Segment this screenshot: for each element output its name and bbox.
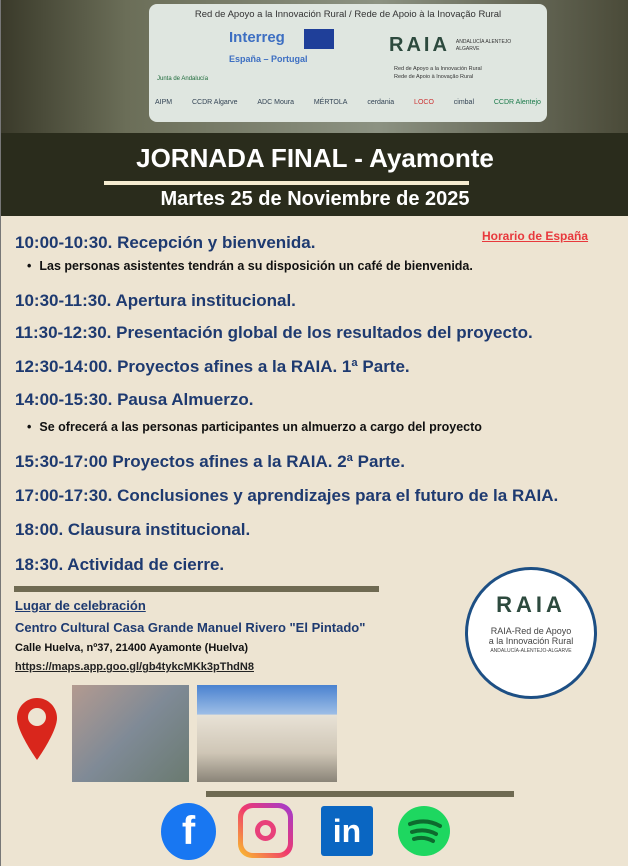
divider	[14, 586, 379, 592]
schedule-item: 10:30-11:30. Apertura institucional.	[15, 291, 296, 310]
raia-badge	[465, 567, 597, 699]
partner-logo: CCDR Algarve	[192, 99, 238, 106]
venue-address: Calle Huelva, nº37, 21400 Ayamonte (Huelva)	[15, 642, 249, 654]
schedule-item: 14:00-15:30. Pausa Almuerzo.	[15, 390, 254, 409]
partner-logos-row	[155, 99, 541, 106]
schedule-item: 15:30-17:00 Proyectos afines a la RAIA. 2ª Parte.	[15, 452, 405, 471]
timezone-note: Horario de España	[482, 229, 589, 243]
raia-logo-group	[389, 34, 516, 57]
title-band	[1, 133, 628, 216]
partner-logo: cimbal	[453, 99, 474, 106]
page-title: JORNADA FINAL - Ayamonte	[136, 143, 494, 173]
partner-logo: cerdania	[367, 99, 395, 106]
event-date: Martes 25 de Noviembre de 2025	[160, 188, 470, 210]
interreg-region: España – Portugal	[229, 54, 308, 64]
venue-place: Centro Cultural Casa Grande Manuel Rivero "El Pintado"	[15, 620, 366, 635]
badge-line: ANDALUCÍA-ALENTEJO-ALGARVE	[490, 648, 572, 654]
schedule-item: 17:00-17:30. Conclusiones y aprendizajes para el futuro de la RAIA.	[15, 486, 559, 505]
map-pin-icon	[17, 698, 57, 760]
divider	[206, 791, 514, 797]
schedule-item: 11:30-12:30. Presentación global de los resultados del proyecto.	[15, 323, 533, 342]
partner-logos-panel	[149, 4, 547, 122]
interreg-logo: Interreg	[229, 29, 285, 46]
badge-line: a la Innovación Rural	[488, 636, 574, 646]
raia-sub1: Red de Apoyo a la Innovación Rural	[394, 66, 482, 72]
instagram-icon[interactable]	[238, 803, 293, 858]
raia-sub2: Rede de Apoio à Inovação Rural	[394, 74, 474, 80]
eu-flag-icon	[304, 29, 334, 49]
schedule-note: • Las personas asistentes tendrán a su disposición un café de bienvenida.	[27, 259, 473, 273]
badge-line: RAIA-Red de Apoyo	[490, 626, 572, 636]
raia-logo: RAIA	[389, 34, 450, 56]
facebook-icon[interactable]: f	[161, 803, 216, 860]
partner-logo: LOCO	[414, 99, 434, 106]
partner-logo: ADC Moura	[257, 99, 294, 106]
partner-logo: AIPM	[155, 99, 173, 106]
schedule-note: • Se ofrecerá a las personas participantes un almuerzo a cargo del proyecto	[27, 420, 482, 434]
schedule-item: 10:00-10:30. Recepción y bienvenida.	[15, 233, 316, 252]
schedule-item: 12:30-14:00. Proyectos afines a la RAIA. 1ª Parte.	[15, 357, 410, 376]
partner-logo: CCDR Alentejo	[493, 99, 541, 106]
street-view-image[interactable]	[197, 685, 337, 782]
network-title: Red de Apoyo a la Innovación Rural / Rede de Apoio à la Inovação Rural	[194, 9, 502, 20]
spotify-icon[interactable]	[398, 806, 450, 856]
partner-logo: MÉRTOLA	[313, 99, 348, 106]
junta-logo: Junta de Andalucía	[157, 76, 209, 82]
schedule-item: 18:30. Actividad de cierre.	[15, 555, 225, 574]
linkedin-icon[interactable]: in	[321, 806, 373, 856]
schedule-item: 18:00. Clausura institucional.	[15, 520, 251, 539]
venue-map-link[interactable]: https://maps.app.goo.gl/gb4tykcMKk3pThdN8	[15, 661, 254, 673]
raia-badge-logo: RAIA	[496, 592, 566, 617]
venue-label: Lugar de celebración	[15, 598, 146, 613]
satellite-map-image[interactable]	[72, 685, 189, 782]
raia-regions: ANDALUCÍA ALENTEJO ALGARVE	[455, 38, 512, 52]
title-underline	[104, 181, 469, 185]
